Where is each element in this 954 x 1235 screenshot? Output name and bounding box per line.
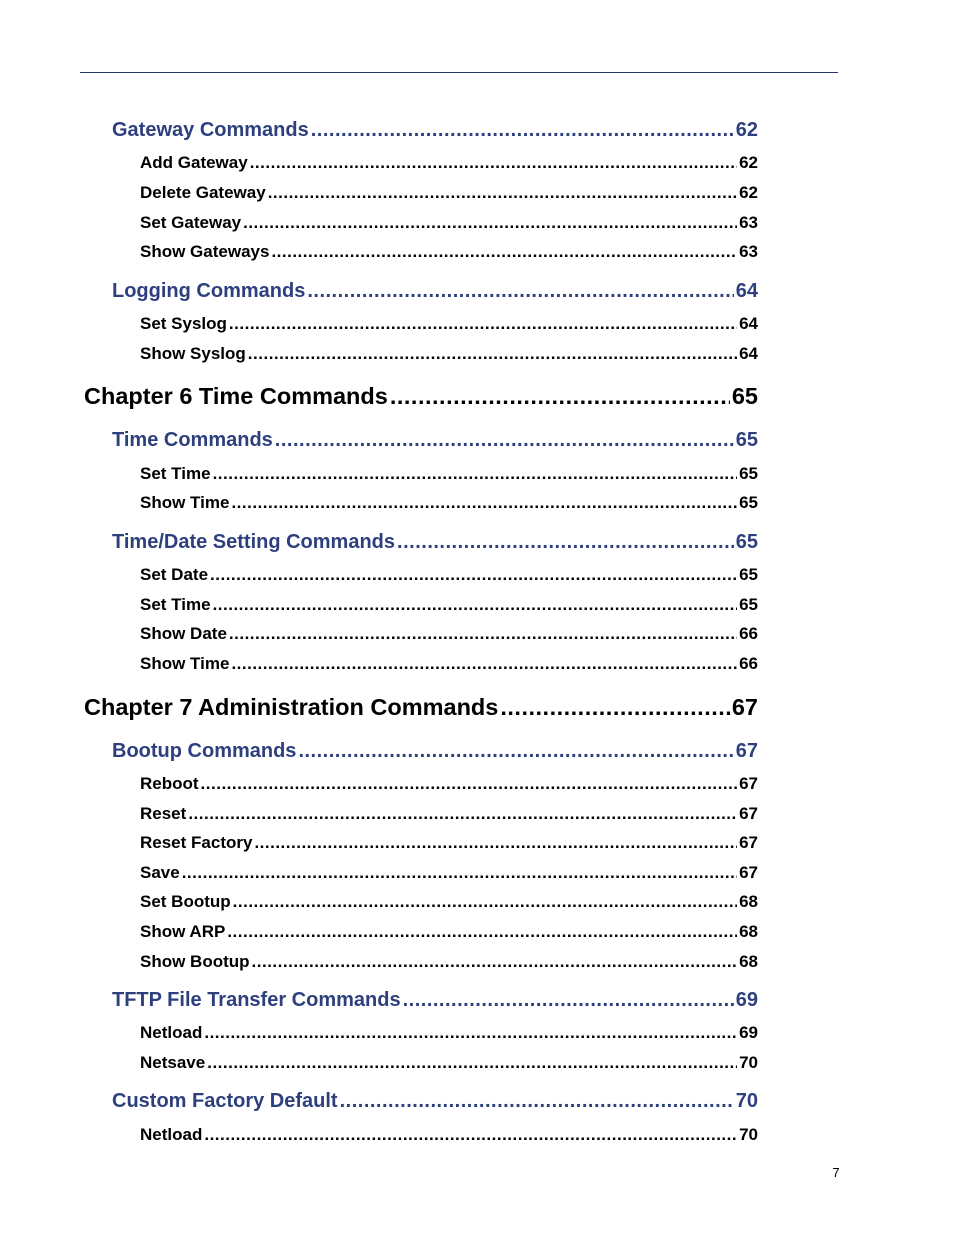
toc-entry-title: Save [140, 863, 180, 882]
dot-leader [252, 952, 738, 972]
toc-entry-title: Bootup Commands [112, 740, 297, 762]
toc-entry-page: 67 [739, 863, 758, 882]
toc-item-entry[interactable] [140, 624, 758, 646]
toc-entry-page: 69 [739, 1023, 758, 1042]
toc-entry-page: 67 [731, 694, 758, 720]
toc-entry-title: Show Date [140, 624, 227, 643]
toc-entry-title: TFTP File Transfer Commands [112, 989, 401, 1011]
toc-entry-title: Show Bootup [140, 952, 250, 971]
toc-item-entry[interactable] [140, 922, 758, 944]
dot-leader [311, 119, 734, 142]
dot-leader [307, 280, 733, 303]
dot-leader [210, 565, 737, 585]
toc-entry-page: 68 [739, 952, 758, 971]
page-number: 7 [832, 1165, 840, 1180]
toc-entry-title: Time/Date Setting Commands [112, 531, 396, 553]
dot-leader [271, 242, 737, 262]
toc-entry-title: Reset Factory [140, 833, 253, 852]
toc-entry-title: Time Commands [112, 429, 273, 451]
toc-entry-title: Logging Commands [112, 280, 306, 302]
toc-entry-page: 63 [739, 213, 758, 232]
toc-entry-page: 66 [739, 624, 758, 643]
toc-entry-title: Netload [140, 1125, 203, 1144]
dot-leader [231, 493, 737, 513]
toc-chapter-entry[interactable] [84, 383, 758, 413]
toc-chapter-entry[interactable] [84, 694, 758, 724]
dot-leader [340, 1090, 734, 1113]
dot-leader [231, 654, 737, 674]
dot-leader [500, 694, 730, 721]
toc-item-entry[interactable] [140, 493, 758, 515]
toc-entry-title: Show ARP [140, 922, 226, 941]
toc-section-entry[interactable] [112, 1090, 758, 1116]
toc-entry-title: Show Syslog [140, 344, 246, 363]
dot-leader [204, 1023, 737, 1043]
toc-entry-title: Custom Factory Default [112, 1090, 338, 1112]
toc-entry-title: Netsave [140, 1053, 206, 1072]
toc-entry-title: Set Syslog [140, 314, 227, 333]
toc-entry-page: 65 [731, 383, 758, 409]
toc-entry-page: 66 [739, 654, 758, 673]
toc-entry-title: Reboot [140, 774, 199, 793]
toc-entry-title: Delete Gateway [140, 183, 266, 202]
toc-entry-page: 62 [739, 183, 758, 202]
toc-entry-page: 67 [739, 804, 758, 823]
toc-entry-page: 67 [739, 833, 758, 852]
toc-item-entry[interactable] [140, 833, 758, 855]
toc-item-entry[interactable] [140, 464, 758, 486]
toc-entry-title: Chapter 7 Administration Commands [84, 694, 499, 720]
toc-entry-page: 65 [739, 464, 758, 483]
toc-entry-page: 62 [735, 119, 758, 141]
toc-entry-page: 65 [735, 429, 758, 451]
dot-leader [403, 989, 734, 1012]
toc-entry-page: 62 [739, 153, 758, 172]
toc-item-entry[interactable] [140, 595, 758, 617]
toc-entry-title: Set Date [140, 565, 209, 584]
toc-entry-title: Set Time [140, 595, 211, 614]
toc-entry-page: 65 [735, 531, 758, 553]
toc-entry-page: 67 [735, 740, 758, 762]
dot-leader [233, 892, 737, 912]
dot-leader [397, 531, 734, 554]
toc-entry-page: 64 [735, 280, 758, 302]
dot-leader [250, 153, 737, 173]
toc-entry-title: Show Time [140, 493, 230, 512]
toc-item-entry[interactable] [140, 183, 758, 205]
dot-leader [201, 774, 738, 794]
toc-item-entry[interactable] [140, 153, 758, 175]
toc-entry-page: 63 [739, 242, 758, 261]
toc-entry-title: Reset [140, 804, 187, 823]
toc-item-entry[interactable] [140, 804, 758, 826]
toc-entry-page: 64 [739, 344, 758, 363]
toc-entry-page: 67 [739, 774, 758, 793]
toc-entry-title: Set Time [140, 464, 211, 483]
toc-entry-page: 70 [739, 1053, 758, 1072]
toc-item-entry[interactable] [140, 565, 758, 587]
toc-item-entry[interactable] [140, 863, 758, 885]
toc-item-entry[interactable] [140, 774, 758, 796]
dot-leader [182, 863, 737, 883]
dot-leader [268, 183, 737, 203]
dot-leader [188, 804, 737, 824]
toc-entry-title: Set Bootup [140, 892, 231, 911]
dot-leader [213, 595, 738, 615]
toc-entry-page: 64 [739, 314, 758, 333]
toc-entry-title: Chapter 6 Time Commands [84, 383, 388, 409]
toc-section-entry[interactable] [112, 280, 758, 306]
toc-section-entry[interactable] [112, 429, 758, 455]
toc-item-entry[interactable] [140, 1053, 758, 1075]
toc-item-entry[interactable] [140, 344, 758, 366]
dot-leader [213, 464, 738, 484]
dot-leader [229, 314, 737, 334]
toc-entry-page: 68 [739, 922, 758, 941]
toc-entry-title: Set Gateway [140, 213, 242, 232]
toc-item-entry[interactable] [140, 314, 758, 336]
toc-item-entry[interactable] [140, 892, 758, 914]
dot-leader [207, 1053, 737, 1073]
dot-leader [204, 1125, 737, 1145]
dot-leader [243, 213, 737, 233]
toc-item-entry[interactable] [140, 213, 758, 235]
toc-item-entry[interactable] [140, 654, 758, 676]
toc-entry-title: Gateway Commands [112, 119, 309, 141]
toc-entry-title: Netload [140, 1023, 203, 1042]
toc-entry-page: 65 [739, 565, 758, 584]
toc-entry-page: 70 [735, 1090, 758, 1112]
toc-section-entry[interactable] [112, 989, 758, 1015]
dot-leader [227, 922, 737, 942]
toc-section-entry[interactable] [112, 740, 758, 766]
toc-entry-page: 68 [739, 892, 758, 911]
toc-entry-page: 70 [739, 1125, 758, 1144]
dot-leader [254, 833, 737, 853]
toc-entry-page: 65 [739, 493, 758, 512]
toc-entry-page: 69 [735, 989, 758, 1011]
toc-item-entry[interactable] [140, 1125, 758, 1147]
dot-leader [275, 429, 734, 452]
toc-entry-title: Show Time [140, 654, 230, 673]
dot-leader [229, 624, 737, 644]
toc-entry-title: Add Gateway [140, 153, 248, 172]
dot-leader [248, 344, 737, 364]
dot-leader [298, 740, 733, 763]
toc-section-entry[interactable] [112, 119, 758, 145]
header-rule [80, 72, 838, 73]
toc-entry-title: Show Gateways [140, 242, 270, 261]
toc-item-entry[interactable] [140, 1023, 758, 1045]
dot-leader [390, 383, 730, 410]
toc-section-entry[interactable] [112, 531, 758, 557]
toc-item-entry[interactable] [140, 242, 758, 264]
toc-entry-page: 65 [739, 595, 758, 614]
toc-item-entry[interactable] [140, 952, 758, 974]
